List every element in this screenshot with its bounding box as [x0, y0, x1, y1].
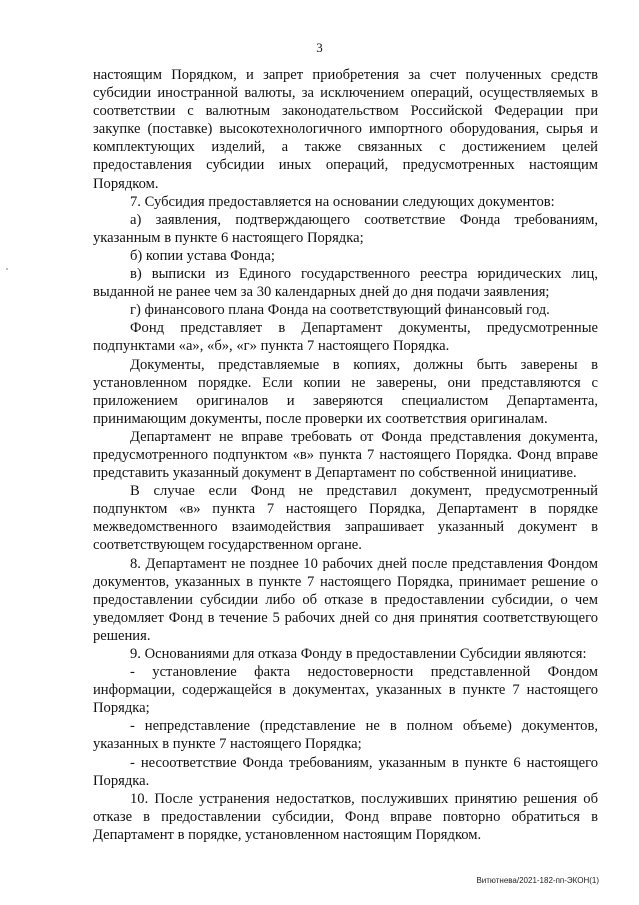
- paragraph-continuation: настоящим Порядком, и запрет приобретения за счет полученных средств субсидии иностранной валюты, за исключением операций, осуществляемых в соответствии с валютным законодательством Российской Федерации при закупке (поставке) высокотехнологичного импортного оборудования, сырья и комплектующих изделий, а также связанных с достижением целей предоставления субсидии иных операций, предусмотренных настоящим Порядком.: [93, 67, 598, 192]
- page-number: 3: [316, 40, 323, 55]
- paragraph-item-7: 7. Субсидия предоставляется на основании следующих документов:: [130, 193, 555, 210]
- paragraph-fund-submits: Фонд представляет в Департамент документы, предусмотренные подпунктами «а», «б», «г» пункта 7 настоящего Порядка.: [93, 320, 598, 355]
- paragraph-department-not-require: Департамент не вправе требовать от Фонда представления документа, предусмотренного подпунктом «в» пункта 7 настоящего Порядка. Фонд вправе представить указанный документ в Департамент по собственной инициативе.: [93, 428, 598, 482]
- paragraph-7g: г) финансового плана Фонда на соответствующий финансовый год.: [130, 302, 550, 319]
- paragraph-7v: в) выписки из Единого государственного реестра юридических лиц, выданной не ранее чем за 30 календарных дней до дня подачи заявления;: [93, 266, 598, 301]
- paragraph-item-8: 8. Департамент не позднее 10 рабочих дней после представления Фондом документов, указанных в пункте 7 настоящего Порядка, принимает решение о предоставлении субсидии либо об отказе в предоставлении субсидии, о чем уведомляет Фонд в течение 5 рабочих дней со дня принятия соответствующего решения.: [93, 555, 598, 644]
- paragraph-item-9: 9. Основаниями для отказа Фонду в предоставлении Субсидии являются:: [130, 646, 587, 662]
- paragraph-7b: б) копии устава Фонда;: [130, 247, 275, 264]
- document-footer-code: Витютнева/2021-182-пп-ЭКОН(1): [476, 876, 599, 885]
- paragraph-7a: а) заявления, подтверждающего соответствие Фонда требованиям, указанным в пункте 6 настоящего Порядка;: [93, 211, 598, 246]
- paragraph-copies: Документы, представляемые в копиях, должны быть заверены в установленном порядке. Если копии не заверены, они представляются с приложением оригиналов и заверяются специалистом Департамента, принимающим документы, после проверки их соответствия оригиналам.: [93, 356, 598, 427]
- paragraph-refusal-reason-2: - непредставление (представление не в полном объеме) документов, указанных в пункте 7 настоящего Порядка;: [93, 718, 598, 753]
- paragraph-refusal-reason-3: - несоответствие Фонда требованиям, указанным в пункте 6 настоящего Порядка.: [93, 754, 598, 789]
- margin-mark: [6, 268, 8, 270]
- paragraph-item-10: 10. После устранения недостатков, послуживших принятию решения об отказе в предоставлении субсидии, Фонд вправе повторно обратиться в Департамент в порядке, установленном настоящим Порядком.: [93, 790, 598, 843]
- document-body: [93, 66, 598, 844]
- paragraph-interagency-request: В случае если Фонд не представил документ, предусмотренный подпунктом «в» пункта 7 настоящего Порядка, Департамент в порядке межведомственного взаимодействия запрашивает указанный документ в соответствующем государственном органе.: [93, 483, 598, 554]
- paragraph-refusal-reason-1: - установление факта недостоверности представленной Фондом информации, содержащейся в документах, указанных в пункте 7 настоящего Порядка;: [93, 664, 598, 717]
